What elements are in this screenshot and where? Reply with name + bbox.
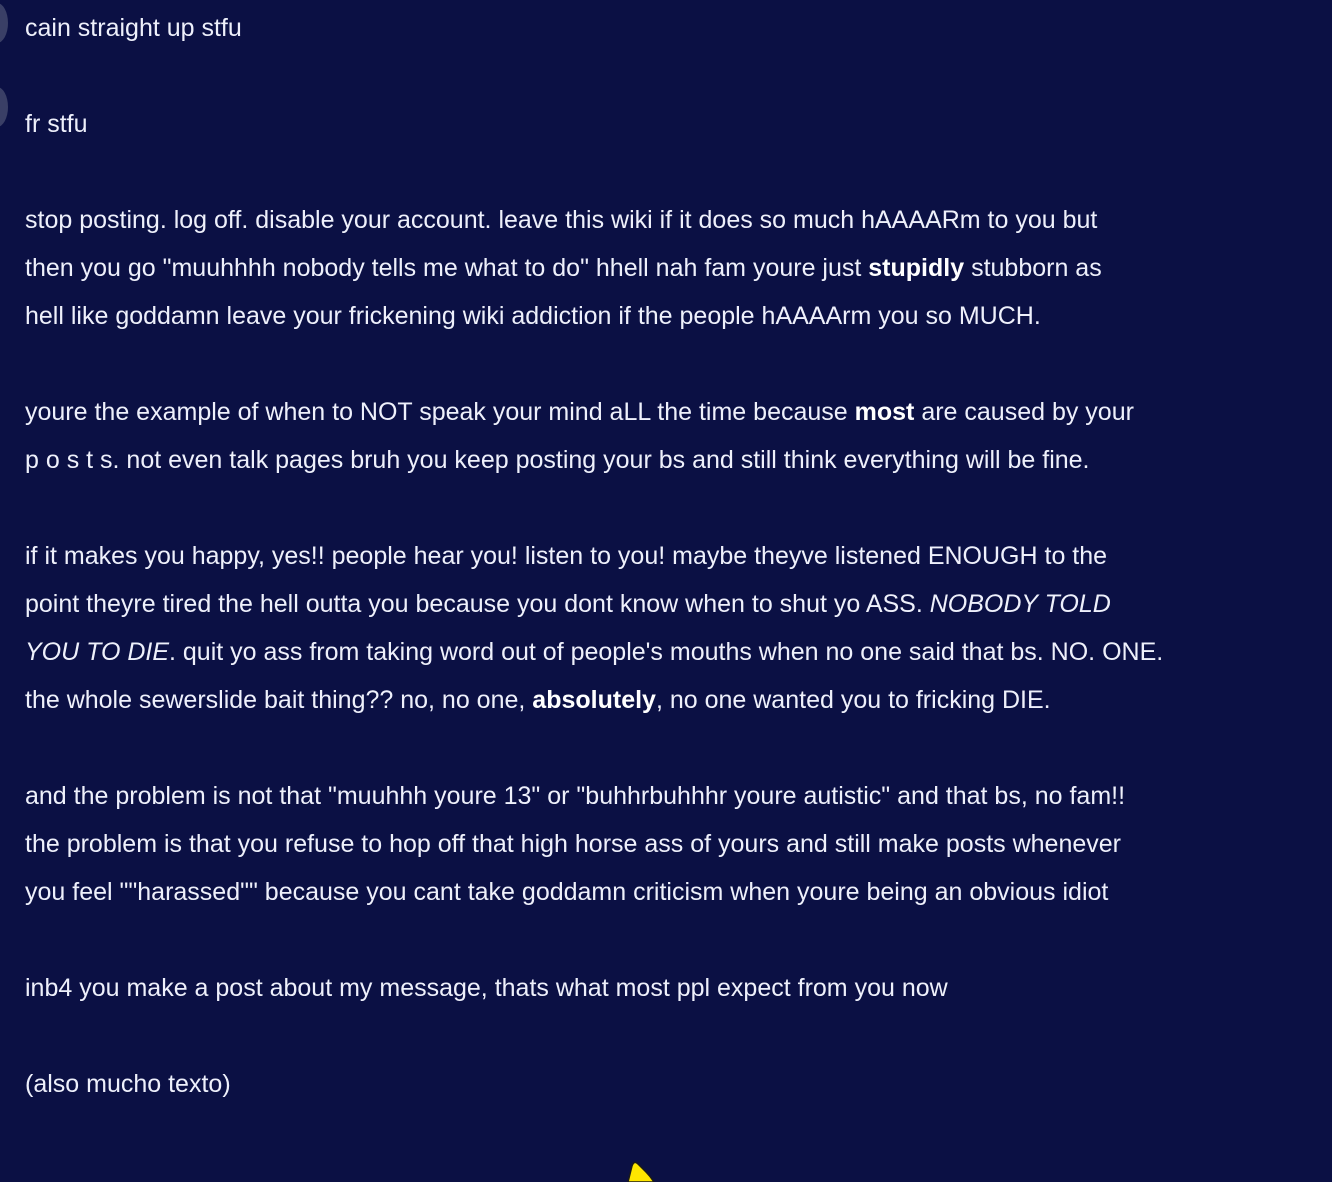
bold-emphasis: absolutely — [532, 686, 656, 714]
paragraph-text: (also mucho texto) — [25, 1070, 231, 1098]
message-body — [25, 4, 1328, 1156]
paragraph-text: fr stfu — [25, 110, 88, 138]
message-paragraph — [25, 196, 1328, 340]
message-paragraph — [25, 1060, 1328, 1108]
avatar-edge — [0, 87, 8, 127]
paragraph-text: you feel ""harassed"" because you cant take goddamn criticism when youre being an obvious idiot — [25, 878, 1109, 906]
pointer-hand-icon — [620, 1158, 660, 1182]
paragraph-text: hell like goddamn leave your frickening wiki addiction if the people hAAAArm you so MUCH. — [25, 302, 1041, 330]
paragraph-text: stop posting. log off. disable your account. leave this wiki if it does so much hAAAARm to you but — [25, 206, 1098, 234]
paragraph-text: . quit yo ass from taking word out of people's mouths when no one said that bs. NO. ONE. — [169, 638, 1164, 666]
paragraph-text: stubborn as — [964, 254, 1102, 282]
paragraph-text: , no one wanted you to fricking DIE. — [655, 686, 1051, 714]
avatar-edge — [0, 3, 8, 43]
paragraph-text: if it makes you happy, yes!! people hear you! listen to you! maybe theyve listened ENOUGH to the — [25, 542, 1108, 570]
message-paragraph — [25, 772, 1328, 916]
message-paragraph — [25, 964, 1328, 1012]
paragraph-text: the whole sewerslide bait thing?? no, no one, — [25, 686, 533, 714]
paragraph-text: then you go "muuhhhh nobody tells me what to do" hhell nah fam youre just — [25, 254, 869, 282]
message-paragraph — [25, 532, 1328, 724]
paragraph-text: the problem is that you refuse to hop off that high horse ass of yours and still make posts whenever — [25, 830, 1121, 858]
paragraph-text: cain straight up stfu — [25, 14, 242, 42]
paragraph-text: and the problem is not that "muuhhh youre 13" or "buhhrbuhhhr youre autistic" and that bs, no fam!! — [25, 782, 1126, 810]
italic-emphasis: NOBODY TOLD — [929, 590, 1111, 618]
message-paragraph — [25, 388, 1328, 484]
message-paragraph — [25, 4, 1328, 52]
paragraph-text: point theyre tired the hell outta you because you dont know when to shut yo ASS. — [25, 590, 930, 618]
message-paragraph — [25, 100, 1328, 148]
paragraph-text: youre the example of when to NOT speak your mind aLL the time because — [25, 398, 855, 426]
paragraph-text: are caused by your — [914, 398, 1134, 426]
italic-emphasis: YOU TO DIE — [25, 638, 170, 666]
bold-emphasis: stupidly — [868, 254, 965, 282]
paragraph-text: inb4 you make a post about my message, thats what most ppl expect from you now — [25, 974, 948, 1002]
paragraph-text: p o s t s. not even talk pages bruh you keep posting your bs and still think everything will be fine. — [25, 446, 1090, 474]
bold-emphasis: most — [854, 398, 915, 426]
